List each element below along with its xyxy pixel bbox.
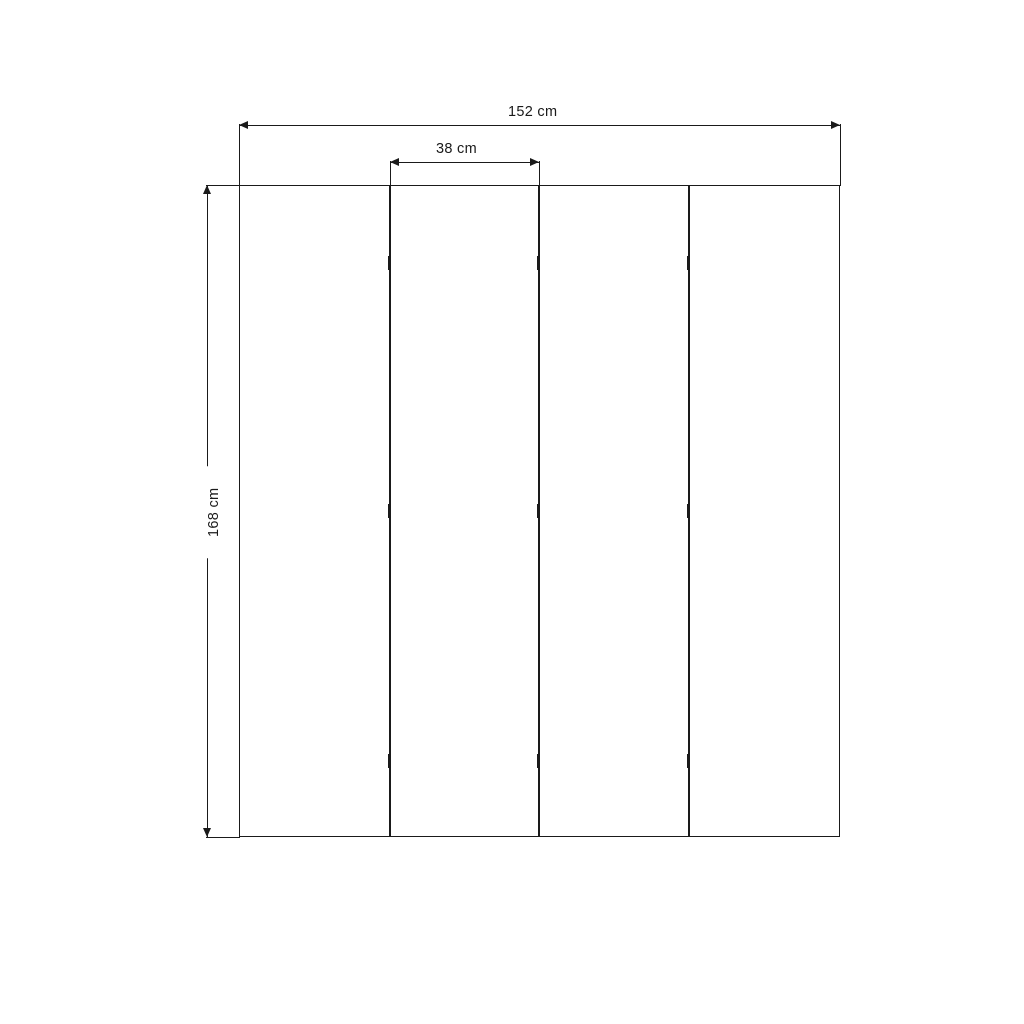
hinge-2-bottom — [537, 754, 540, 768]
extension-line-panel-width-right — [539, 161, 540, 186]
extension-line-height-top — [206, 185, 240, 186]
arrow-height-top — [203, 185, 211, 194]
extension-line-total-width-left — [239, 124, 240, 186]
extension-line-height-bottom — [206, 837, 240, 838]
panel-4 — [689, 185, 840, 837]
label-total-width: 152 cm — [502, 105, 563, 120]
label-panel-width: 38 cm — [430, 142, 483, 157]
hinge-1-middle — [388, 504, 391, 518]
arrow-total-width-right — [831, 121, 840, 129]
hinge-2-top — [537, 256, 540, 270]
arrow-panel-width-left — [390, 158, 399, 166]
dimension-line-panel-width — [390, 162, 539, 163]
hinge-1-bottom — [388, 754, 391, 768]
panel-2 — [390, 185, 539, 837]
arrow-height-bottom — [203, 828, 211, 837]
panel-1 — [239, 185, 390, 837]
hinge-1-top — [388, 256, 391, 270]
arrow-total-width-left — [239, 121, 248, 129]
dimension-line-total-width — [239, 125, 840, 126]
label-height: 168 cm — [207, 466, 222, 558]
hinge-3-top — [687, 256, 690, 270]
arrow-panel-width-right — [530, 158, 539, 166]
panel-3 — [539, 185, 689, 837]
hinge-3-bottom — [687, 754, 690, 768]
extension-line-total-width-right — [840, 124, 841, 186]
hinge-2-middle — [537, 504, 540, 518]
hinge-3-middle — [687, 504, 690, 518]
